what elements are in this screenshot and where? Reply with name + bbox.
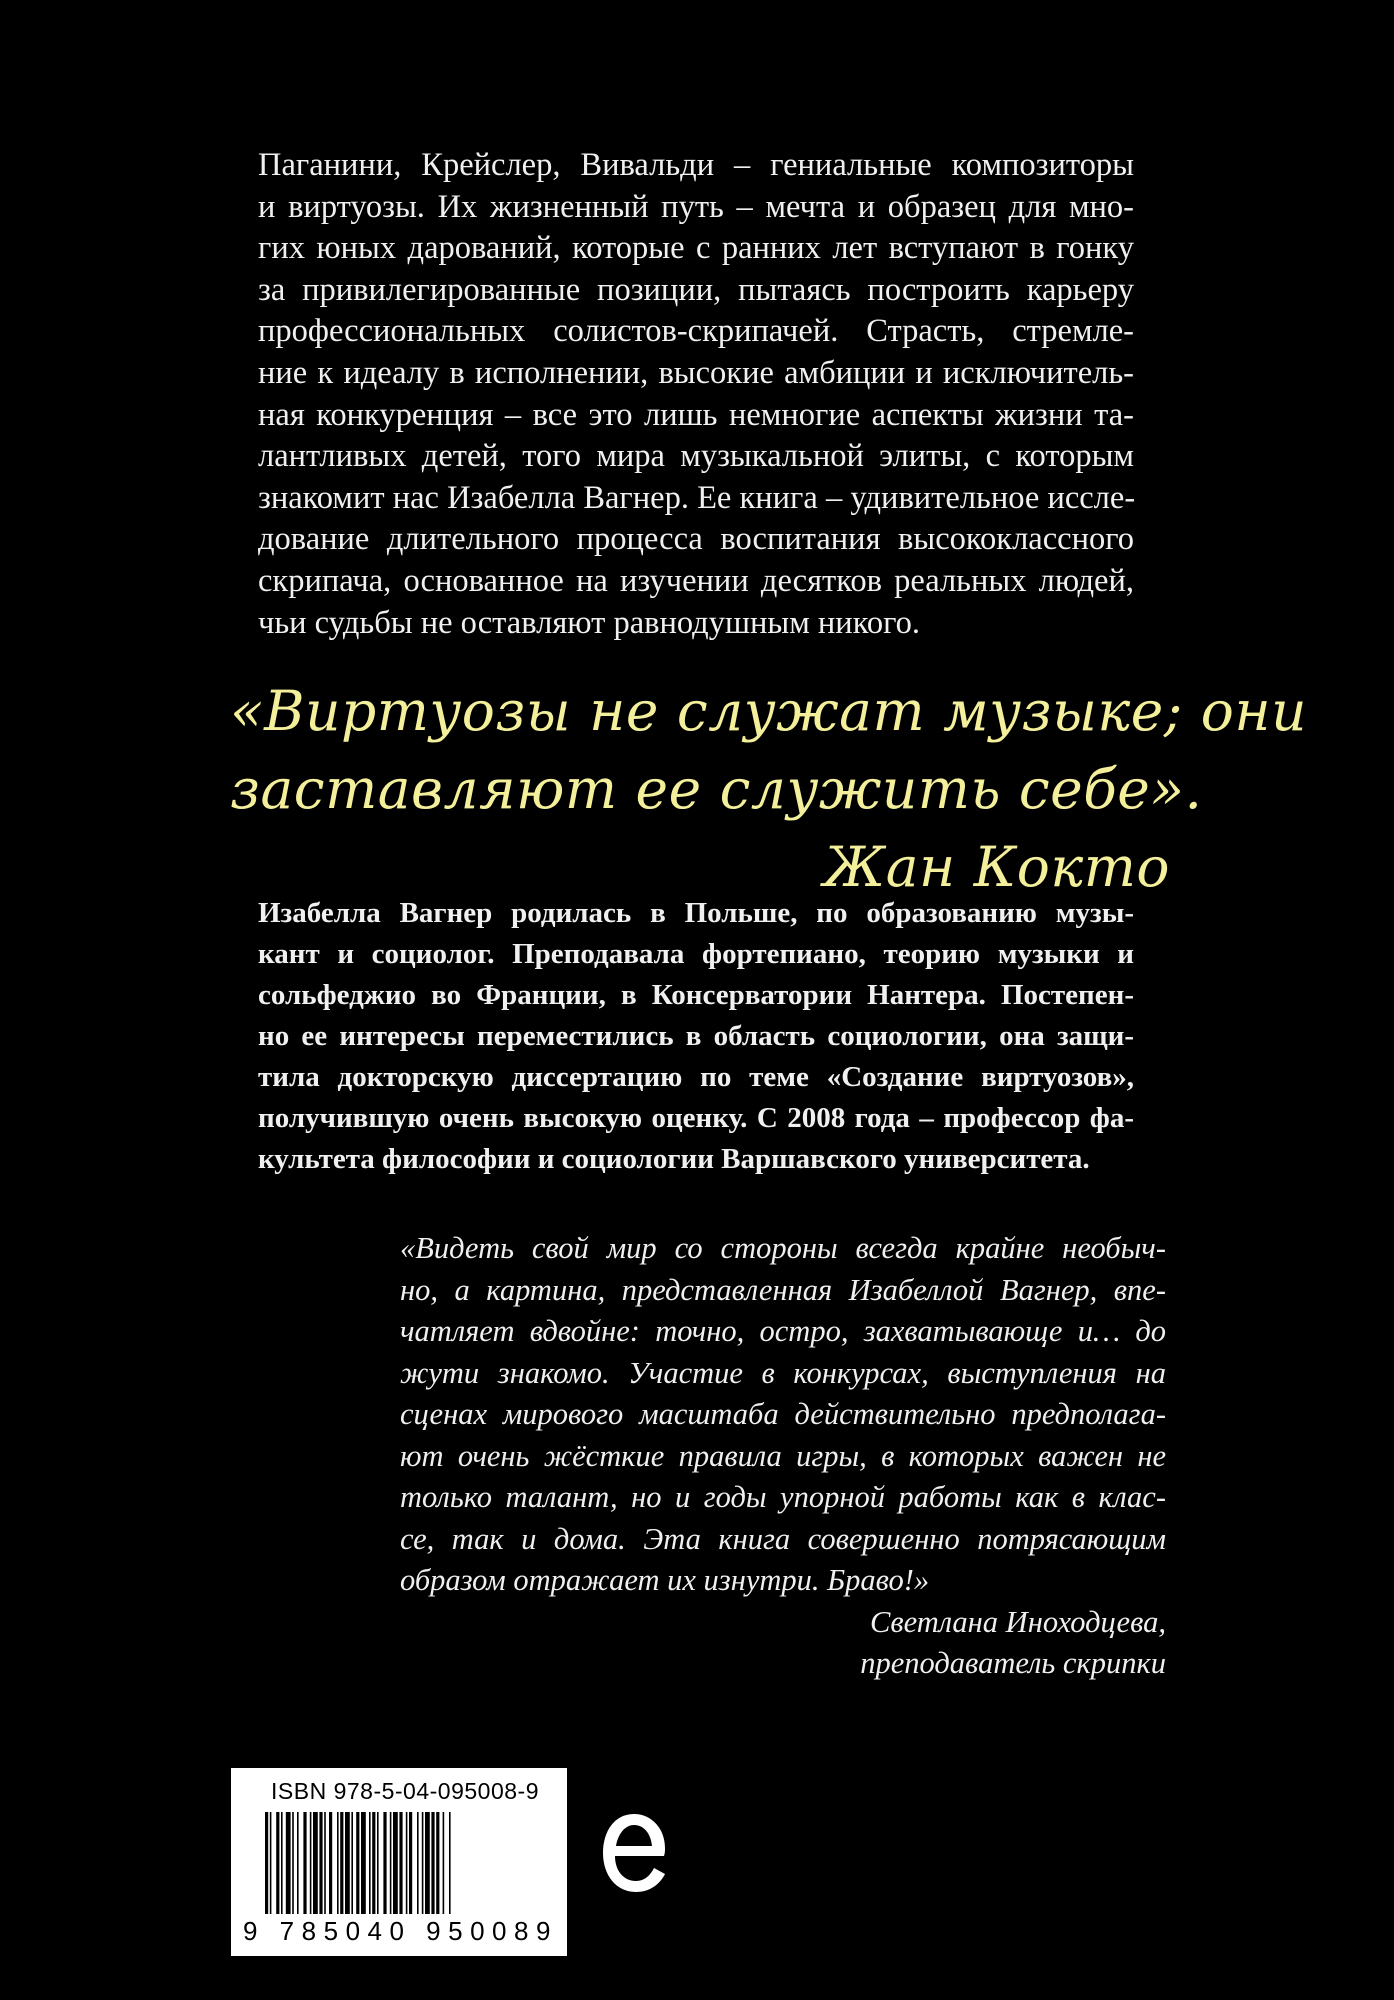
- review-line: образом отражает их изнутри. Браво!»: [400, 1563, 930, 1597]
- epigraph-author: Жан Кокто: [823, 835, 1170, 899]
- description-line: профессиональных солистов-скрипачей. Страсть, стремле-: [258, 313, 1134, 350]
- bio-line: тила докторскую диссертацию по теме «Создание виртуозов»,: [258, 1061, 1134, 1093]
- epigraph-quote: [230, 672, 1308, 906]
- review-line: сценах мирового масштаба действительно предполага-: [400, 1397, 1166, 1431]
- author-bio: [258, 893, 1134, 1180]
- review-line: ют очень жёсткие правила игры, в которых важен не: [400, 1438, 1166, 1473]
- review-signature-name: Светлана Иноходцева,: [870, 1604, 1166, 1639]
- description-paragraph: [258, 145, 1134, 644]
- review-line: «Видеть свой мир со стороны всегда крайне необыч-: [400, 1231, 1166, 1265]
- review-signature-role: преподаватель скрипки: [860, 1646, 1166, 1680]
- bio-line: но ее интересы переместились в область социологии, она защи-: [258, 1020, 1134, 1052]
- barcode-digits: 9 785040 950089 >: [243, 1916, 596, 1946]
- review-line: чатляет вдвойне: точно, остро, захватывающе и… до: [400, 1314, 1166, 1348]
- description-line: чьи судьбы не оставляют равнодушным никого.: [258, 604, 920, 641]
- description-line: Паганини, Крейслер, Вивальди – гениальные композиторы: [258, 147, 1134, 183]
- bio-line: сольфеджио во Франции, в Консерватории Нантера. Постепен-: [258, 979, 1134, 1011]
- barcode-bars: [265, 1812, 549, 1914]
- review-line: только талант, но и годы упорной работы как в клас-: [400, 1480, 1166, 1514]
- description-line: ная конкуренция – все это лишь немногие аспекты жизни та-: [258, 396, 1134, 433]
- bio-line: Изабелла Вагнер родилась в Польше, по образованию музы-: [258, 897, 1134, 929]
- eksmo-e-logo-icon: [598, 1810, 670, 1896]
- review-line: но, а картина, представленная Изабеллой Вагнер, впе-: [400, 1272, 1166, 1307]
- description-line: лантливых детей, того мира музыкальной элиты, с которым: [258, 438, 1134, 475]
- description-line: и виртуозы. Их жизненный путь – мечта и образец для мно-: [258, 188, 1134, 225]
- description-line: ние к идеалу в исполнении, высокие амбиции и исключитель-: [258, 354, 1134, 391]
- review-quote: [400, 1228, 1166, 1685]
- epigraph-line: заставляют ее служить себе».: [230, 757, 1203, 821]
- bio-line: получившую очень высокую оценку. С 2008 года – профессор фа-: [258, 1102, 1134, 1134]
- description-line: дование длительного процесса воспитания высококлассного: [258, 521, 1134, 558]
- isbn-barcode: [231, 1768, 596, 1956]
- description-line: скрипача, основанное на изучении десятков реальных людей,: [258, 562, 1134, 599]
- description-line: гих юных дарований, которые с ранних лет вступают в гонку: [258, 230, 1134, 267]
- bio-line: кант и социолог. Преподавала фортепиано, теорию музыки и: [258, 938, 1134, 970]
- bio-line: культета философии и социологии Варшавского университета.: [258, 1143, 1090, 1175]
- description-line: знакомит нас Изабелла Вагнер. Ее книга – удивительное иссле-: [258, 479, 1136, 516]
- isbn-label: ISBN 978-5-04-095008-9: [271, 1778, 539, 1804]
- description-line: за привилегированные позиции, пытаясь построить карьеру: [258, 271, 1134, 308]
- epigraph-line: «Виртуозы не служат музыке; они: [230, 679, 1308, 743]
- review-line: се, так и дома. Эта книга совершенно потрясающим: [400, 1521, 1166, 1556]
- review-line: жути знакомо. Участие в конкурсах, выступления на: [400, 1355, 1166, 1390]
